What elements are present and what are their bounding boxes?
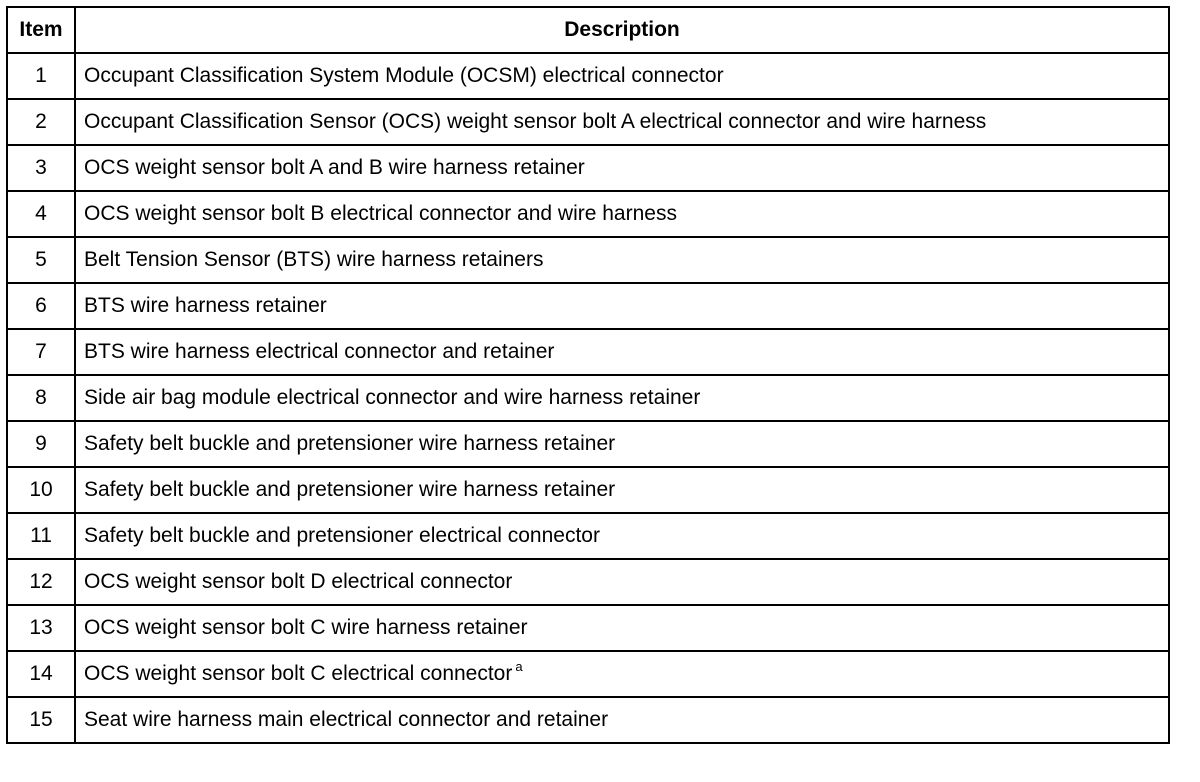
table-header <box>7 7 1169 53</box>
item-description: BTS wire harness retainer <box>84 294 327 317</box>
item-description: OCS weight sensor bolt D electrical connector <box>84 570 513 593</box>
table-row <box>7 421 1169 467</box>
table-row <box>7 513 1169 559</box>
item-number: 7 <box>7 329 75 375</box>
item-description-cell <box>75 191 1169 237</box>
table-row <box>7 329 1169 375</box>
items-table <box>6 6 1170 744</box>
header-description: Description <box>75 7 1169 53</box>
table-row <box>7 559 1169 605</box>
header-row <box>7 7 1169 53</box>
table-row <box>7 99 1169 145</box>
table-row <box>7 191 1169 237</box>
item-description: OCS weight sensor bolt B electrical connector and wire harness <box>84 202 677 225</box>
footnote-marker: a <box>515 659 523 674</box>
item-description-cell <box>75 283 1169 329</box>
table-row <box>7 53 1169 99</box>
item-number: 12 <box>7 559 75 605</box>
item-number: 11 <box>7 513 75 559</box>
item-description: Safety belt buckle and pretensioner wire harness retainer <box>84 478 616 501</box>
table-row <box>7 651 1169 697</box>
item-description-cell <box>75 559 1169 605</box>
item-description: Occupant Classification Sensor (OCS) weight sensor bolt A electrical connector and wire harness <box>84 110 987 133</box>
item-description-cell <box>75 375 1169 421</box>
table-row <box>7 145 1169 191</box>
item-description-cell <box>75 697 1169 743</box>
table-row <box>7 237 1169 283</box>
item-description: BTS wire harness electrical connector and retainer <box>84 340 555 363</box>
table-row <box>7 375 1169 421</box>
item-description-cell <box>75 651 1169 697</box>
item-number: 1 <box>7 53 75 99</box>
item-description: Belt Tension Sensor (BTS) wire harness retainers <box>84 248 544 271</box>
item-description: OCS weight sensor bolt C electrical connector <box>84 662 513 685</box>
item-number: 5 <box>7 237 75 283</box>
item-description-cell <box>75 513 1169 559</box>
item-number: 14 <box>7 651 75 697</box>
item-description: Safety belt buckle and pretensioner wire harness retainer <box>84 432 616 455</box>
item-description: Seat wire harness main electrical connector and retainer <box>84 708 609 731</box>
table-row <box>7 697 1169 743</box>
item-number: 6 <box>7 283 75 329</box>
item-description: Occupant Classification System Module (OCSM) electrical connector <box>84 64 724 87</box>
item-description: OCS weight sensor bolt C wire harness retainer <box>84 616 528 639</box>
item-number: 8 <box>7 375 75 421</box>
item-description: Side air bag module electrical connector and wire harness retainer <box>84 386 701 409</box>
item-number: 15 <box>7 697 75 743</box>
header-item: Item <box>7 7 75 53</box>
item-description-cell <box>75 53 1169 99</box>
item-description-cell <box>75 99 1169 145</box>
table-row <box>7 467 1169 513</box>
item-description-cell <box>75 605 1169 651</box>
item-description-cell <box>75 145 1169 191</box>
item-description-cell <box>75 329 1169 375</box>
item-description-cell <box>75 237 1169 283</box>
item-description: OCS weight sensor bolt A and B wire harness retainer <box>84 156 585 179</box>
item-number: 3 <box>7 145 75 191</box>
item-number: 9 <box>7 421 75 467</box>
table-body <box>7 53 1169 743</box>
item-description-cell <box>75 421 1169 467</box>
item-description-cell <box>75 467 1169 513</box>
item-number: 2 <box>7 99 75 145</box>
item-number: 4 <box>7 191 75 237</box>
table-row <box>7 605 1169 651</box>
item-number: 10 <box>7 467 75 513</box>
item-number: 13 <box>7 605 75 651</box>
item-description: Safety belt buckle and pretensioner electrical connector <box>84 524 600 547</box>
table-row <box>7 283 1169 329</box>
